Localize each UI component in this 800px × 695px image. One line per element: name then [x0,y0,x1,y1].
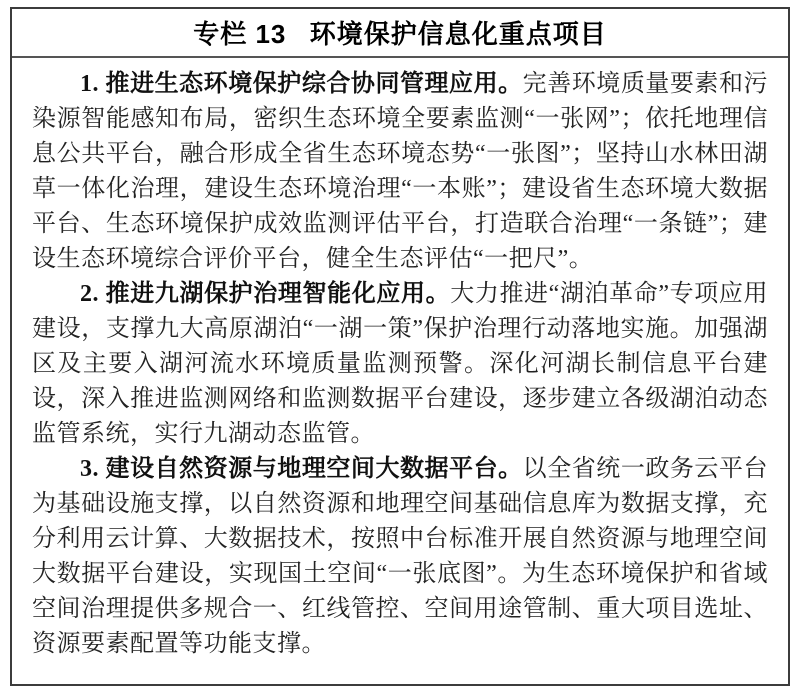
paragraph-2-text: 大力推进“湖泊革命”专项应用建设，支撑九大高原湖泊“一湖一策”保护治理行动落地实施。加强湖区及主要入湖河流水环境质量监测预警。深化河湖长制信息平台建设，深入推进监测网络和监测数据平台建设，逐步建立各级湖泊动态监管系统，实行九湖动态监管。 [32,281,769,447]
paragraph-2-lead: 2. 推进九湖保护治理智能化应用。 [80,281,451,307]
paragraph-1-lead: 1. 推进生态环境保护综合协同管理应用。 [80,71,523,97]
paragraph-3-lead: 3. 建设自然资源与地理空间大数据平台。 [80,456,523,482]
paragraph-1 [32,67,768,277]
paragraph-3-text: 以全省统一政务云平台为基础设施支撑，以自然资源和地理空间基础信息库为数据支撑，充分利用云计算、大数据技术，按照中台标准开展自然资源与地理空间大数据平台建设，实现国土空间“一张底图”。为生态环境保护和省域空间治理提供多规合一、红线管控、空间用途管制、重大项目选址、资源要素配置等功能支撑。 [32,456,769,657]
panel-body [12,58,788,662]
paragraph-3 [32,452,768,662]
paragraph-2 [32,277,768,452]
panel-header [12,9,788,58]
panel-title-text: 环境保护信息化重点项目 [309,19,607,49]
highlight-box [10,7,790,686]
paragraph-1-text: 完善环境质量要素和污染源智能感知布局，密织生态环境全要素监测“一张网”；依托地理信息公共平台，融合形成全省生态环境态势“一张图”；坚持山水林田湖草一体化治理，建设生态环境治理“一本账”；建设省生态环境大数据平台、生态环境保护成效监测评估平台，打造联合治理“一条链”；建设生态环境综合评价平台，健全生态评估“一把尺”。 [32,71,769,272]
panel-title-label: 专栏 13 [193,19,287,49]
